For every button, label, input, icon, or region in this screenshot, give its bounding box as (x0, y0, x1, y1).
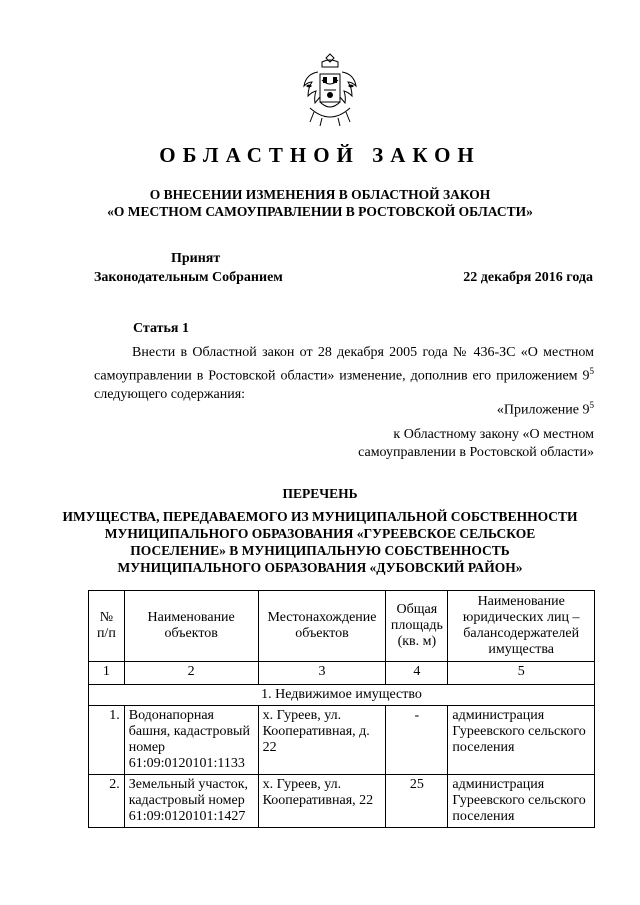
subtitle-line: О ВНЕСЕНИИ ИЗМЕНЕНИЯ В ОБЛАСТНОЙ ЗАКОН (149, 187, 491, 202)
header-location: Местонахождение объектов (258, 591, 386, 662)
cell-text: Земельный участок, кадастровый номер 61:09:0120101:1427 (128, 777, 249, 824)
table-index-row (89, 662, 595, 685)
appendix-reference (334, 426, 594, 462)
law-subtitle (0, 186, 640, 220)
list-subtitle-line: ПОСЕЛЕНИЕ» В МУНИЦИПАЛЬНУЮ СОБСТВЕННОСТЬ (130, 543, 510, 558)
list-subtitle-line: МУНИЦИПАЛЬНОГО ОБРАЗОВАНИЯ «ГУРЕЕВСКОЕ СЕЛЬСКОЕ (104, 526, 536, 541)
cell-text: администрация Гуреевского сельского поселения (452, 708, 586, 755)
appendix-title (334, 396, 594, 420)
table-header-row (89, 591, 595, 662)
article-body (94, 344, 594, 404)
row-number: 1. (89, 706, 125, 775)
appendix-superscript: 5 (589, 400, 594, 410)
cell-text: х. Гуреев, ул. Кооперативная, 22 (262, 777, 374, 808)
object-area: 25 (386, 775, 448, 828)
object-holder (448, 706, 595, 775)
coat-of-arms-icon (300, 50, 360, 130)
appendix-block (334, 396, 594, 462)
appendix-ref-line: самоуправлении в Ростовской области» (358, 444, 594, 460)
body-text-part: следующего содержания: (94, 386, 246, 402)
header-area: Общая площадь (кв. м) (386, 591, 448, 662)
cell-text: Водонапорная башня, кадастровый номер 61:09:0120101:1133 (128, 708, 250, 771)
table-section-row (89, 685, 595, 706)
index-cell: 2 (124, 662, 258, 685)
property-table (88, 590, 595, 828)
list-subtitle-line: ИМУЩЕСТВА, ПЕРЕДАВАЕМОГО ИЗ МУНИЦИПАЛЬНОЙ СОБСТВЕННОСТИ (62, 509, 578, 524)
object-location (258, 775, 386, 828)
row-number: 2. (89, 775, 125, 828)
legislative-assembly: Законодательным Собранием (94, 270, 283, 285)
object-name (124, 775, 258, 828)
index-cell: 5 (448, 662, 595, 685)
body-text-part: Внести в Областной закон от 28 декабря 2005 года № 436-ЗС «О местном самоуправлении в Ростовской области» изменение, дополнив его приложением 9 (94, 345, 594, 384)
body-superscript: 5 (589, 366, 594, 376)
table-row (89, 706, 595, 775)
index-cell: 4 (386, 662, 448, 685)
object-name (124, 706, 258, 775)
header-number: № п/п (89, 591, 125, 662)
index-cell: 1 (89, 662, 125, 685)
header-holder: Наименование юридических лиц – балансодержателей имущества (448, 591, 595, 662)
subtitle-line: «О МЕСТНОМ САМОУПРАВЛЕНИИ В РОСТОВСКОЙ ОБЛАСТИ» (107, 204, 533, 219)
appendix-label: «Приложение 9 (496, 402, 590, 418)
section-heading: 1. Недвижимое имущество (89, 685, 595, 706)
cell-text: х. Гуреев, ул. Кооперативная, д. 22 (262, 708, 370, 755)
index-cell: 3 (258, 662, 386, 685)
object-location (258, 706, 386, 775)
header-name: Наименование объектов (124, 591, 258, 662)
law-title: ОБЛАСТНОЙ ЗАКОН (159, 143, 481, 167)
object-holder (448, 775, 595, 828)
article-heading: Статья 1 (133, 321, 189, 336)
list-title: ПЕРЕЧЕНЬ (282, 486, 358, 501)
object-area: - (386, 706, 448, 775)
table-row (89, 775, 595, 828)
cell-text: администрация Гуреевского сельского поселения (452, 777, 586, 824)
adoption-date: 22 декабря 2016 года (463, 270, 593, 285)
list-subtitle-line: МУНИЦИПАЛЬНОГО ОБРАЗОВАНИЯ «ДУБОВСКИЙ РАЙОН» (117, 560, 523, 575)
adopted-label: Принят (171, 251, 221, 266)
appendix-ref-line: к Областному закону «О местном (393, 426, 594, 442)
list-subtitle (0, 508, 640, 576)
